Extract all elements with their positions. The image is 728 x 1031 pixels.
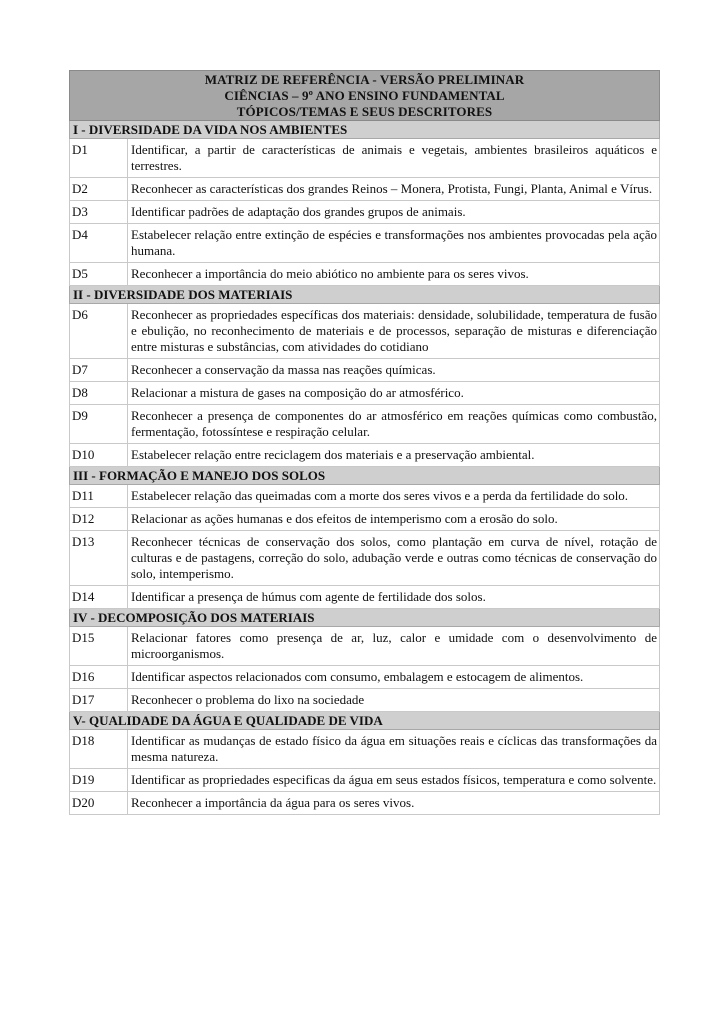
descriptor-text: Reconhecer a importância da água para os seres vivos. [128, 792, 660, 815]
descriptor-text: Identificar, a partir de características de animais e vegetais, ambientes brasileiros aquáticos e terrestres. [128, 139, 660, 178]
descriptor-text: Relacionar fatores como presença de ar, luz, calor e umidade com o desenvolvimento de microorganismos. [128, 627, 660, 666]
descriptor-text: Identificar a presença de húmus com agente de fertilidade dos solos. [128, 586, 660, 609]
table-header [70, 71, 660, 121]
descriptor-code: D1 [70, 139, 128, 178]
header-title: MATRIZ DE REFERÊNCIA - VERSÃO PRELIMINAR [204, 72, 525, 87]
descriptor-text: Identificar as mudanças de estado físico da água em situações reais e cíclicas das transformações da mesma natureza. [128, 730, 660, 769]
descriptor-text: Identificar padrões de adaptação dos grandes grupos de animais. [128, 201, 660, 224]
descriptor-row [70, 304, 660, 359]
descriptor-row [70, 485, 660, 508]
section-title: III - FORMAÇÃO E MANEJO DOS SOLOS [70, 467, 660, 485]
descriptor-text: Reconhecer a conservação da massa nas reações químicas. [128, 359, 660, 382]
descriptor-code: D12 [70, 508, 128, 531]
descriptor-code: D14 [70, 586, 128, 609]
descriptor-code: D8 [70, 382, 128, 405]
section-row [70, 712, 660, 730]
descriptor-row [70, 224, 660, 263]
section-row [70, 467, 660, 485]
descriptor-code: D13 [70, 531, 128, 586]
descriptor-code: D19 [70, 769, 128, 792]
descriptor-code: D11 [70, 485, 128, 508]
section-title: II - DIVERSIDADE DOS MATERIAIS [70, 286, 660, 304]
descriptor-row [70, 178, 660, 201]
descriptor-text: Estabelecer relação entre extinção de espécies e transformações nos ambientes provocadas pela ação humana. [128, 224, 660, 263]
descriptor-code: D16 [70, 666, 128, 689]
descriptor-text: Identificar as propriedades especificas da água em seus estados físicos, temperatura e como solvente. [128, 769, 660, 792]
descriptor-text: Reconhecer técnicas de conservação dos solos, como plantação em curva de nível, rotação de culturas e de pastagens, correção do solo, adubação verde e outras como técnicas de conservação do solo, intemperismo. [128, 531, 660, 586]
section-title: V- QUALIDADE DA ÁGUA E QUALIDADE DE VIDA [70, 712, 660, 730]
descriptor-row [70, 263, 660, 286]
descriptor-row [70, 405, 660, 444]
descriptor-row [70, 508, 660, 531]
descriptor-text: Reconhecer as características dos grandes Reinos – Monera, Protista, Fungi, Planta, Animal e Vírus. [128, 178, 660, 201]
descriptor-text: Estabelecer relação das queimadas com a morte dos seres vivos e a perda da fertilidade do solo. [128, 485, 660, 508]
descriptor-code: D9 [70, 405, 128, 444]
descriptor-row [70, 359, 660, 382]
descriptor-code: D3 [70, 201, 128, 224]
descriptor-code: D4 [70, 224, 128, 263]
descriptor-row [70, 730, 660, 769]
descriptor-row [70, 769, 660, 792]
descriptor-text: Reconhecer as propriedades específicas dos materiais: densidade, solubilidade, temperatura de fusão e ebulição, no reconhecimento de materiais e de processos, separação de misturas e diferenciação entre misturas e substâncias, com atividades do cotidiano [128, 304, 660, 359]
descriptor-row [70, 792, 660, 815]
section-row [70, 286, 660, 304]
descriptor-text: Reconhecer a presença de componentes do ar atmosférico em reações químicas como combustão, fermentação, fotossíntese e respiração celular. [128, 405, 660, 444]
section-title: I - DIVERSIDADE DA VIDA NOS AMBIENTES [70, 121, 660, 139]
descriptor-code: D10 [70, 444, 128, 467]
descriptor-text: Reconhecer o problema do lixo na sociedade [128, 689, 660, 712]
reference-matrix-table [69, 70, 660, 815]
header-subtitle: CIÊNCIAS – 9º ANO ENSINO FUNDAMENTAL [224, 88, 505, 103]
table-header-cell [70, 71, 660, 121]
descriptor-row [70, 382, 660, 405]
descriptor-code: D20 [70, 792, 128, 815]
descriptor-text: Identificar aspectos relacionados com consumo, embalagem e estocagem de alimentos. [128, 666, 660, 689]
descriptor-text: Reconhecer a importância do meio abiótico no ambiente para os seres vivos. [128, 263, 660, 286]
section-row [70, 121, 660, 139]
descriptor-text: Estabelecer relação entre reciclagem dos materiais e a preservação ambiental. [128, 444, 660, 467]
section-title: IV - DECOMPOSIÇÃO DOS MATERIAIS [70, 609, 660, 627]
descriptor-code: D5 [70, 263, 128, 286]
descriptor-code: D18 [70, 730, 128, 769]
descriptor-row [70, 586, 660, 609]
descriptor-row [70, 444, 660, 467]
descriptor-row [70, 139, 660, 178]
descriptor-code: D6 [70, 304, 128, 359]
descriptor-row [70, 201, 660, 224]
descriptor-code: D15 [70, 627, 128, 666]
header-topics: TÓPICOS/TEMAS E SEUS DESCRITORES [236, 104, 493, 119]
descriptor-row [70, 627, 660, 666]
descriptor-row [70, 531, 660, 586]
document-page [69, 70, 659, 815]
descriptor-text: Relacionar a mistura de gases na composição do ar atmosférico. [128, 382, 660, 405]
descriptor-text: Relacionar as ações humanas e dos efeitos de intemperismo com a erosão do solo. [128, 508, 660, 531]
descriptor-code: D2 [70, 178, 128, 201]
descriptor-row [70, 666, 660, 689]
descriptor-row [70, 689, 660, 712]
descriptor-code: D17 [70, 689, 128, 712]
section-row [70, 609, 660, 627]
descriptor-code: D7 [70, 359, 128, 382]
